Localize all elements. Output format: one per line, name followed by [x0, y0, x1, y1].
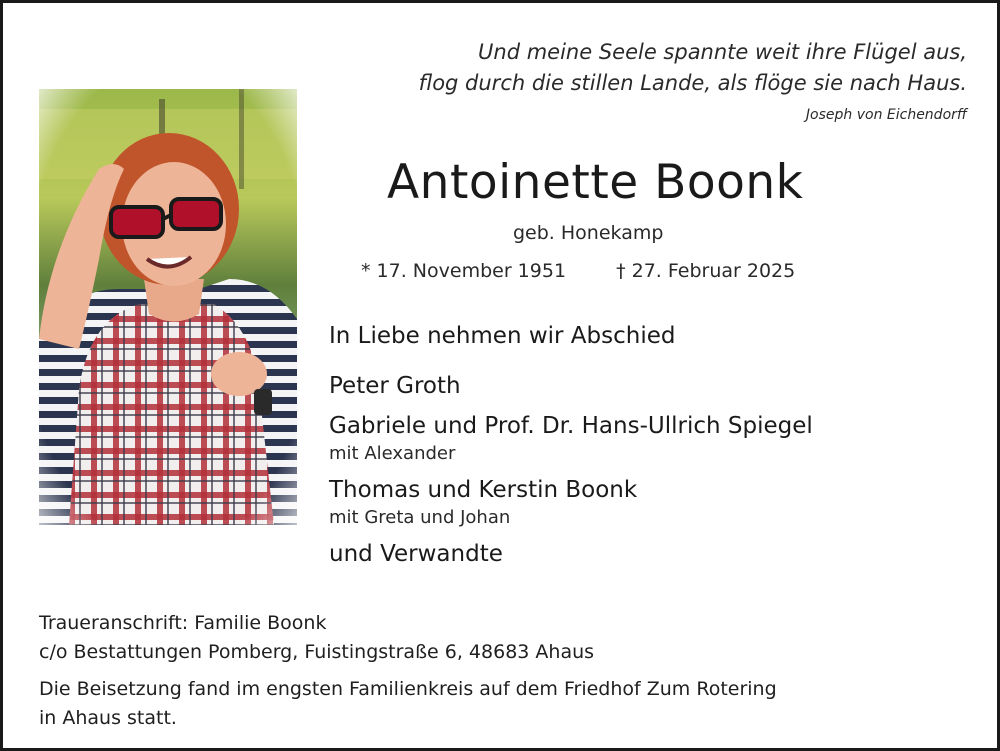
death-date: † 27. Februar 2025 [616, 260, 796, 282]
address-line-1: Traueranschrift: Familie Boonk [39, 612, 327, 634]
portrait-photo [39, 89, 297, 525]
mourning-address [39, 609, 594, 667]
burial-line-2: in Ahaus statt. [39, 707, 177, 729]
deceased-name: Antoinette Boonk [387, 155, 804, 210]
mourner-with: mit Alexander [329, 443, 456, 464]
birth-date: * 17. November 1951 [361, 260, 567, 282]
poem [419, 37, 967, 99]
mourner-name: Peter Groth [329, 373, 461, 399]
mourner-with: mit Greta und Johan [329, 507, 511, 528]
burial-line-1: Die Beisetzung fand im engsten Familienkreis auf dem Friedhof Zum Rotering [39, 678, 777, 700]
relatives-line: und Verwandte [329, 541, 503, 567]
life-dates [361, 260, 795, 282]
address-line-2: c/o Bestattungen Pomberg, Fuistingstraße 6, 48683 Ahaus [39, 641, 595, 663]
poem-line-2: flog durch die stillen Lande, als flöge sie nach Haus. [418, 71, 967, 95]
mourner-name: Gabriele und Prof. Dr. Hans-Ullrich Spiegel [329, 413, 813, 439]
poem-author: Joseph von Eichendorff [805, 107, 967, 123]
mourner-name: Thomas und Kerstin Boonk [329, 477, 638, 503]
mourners-list [329, 321, 813, 569]
burial-notice [39, 675, 939, 733]
farewell-intro: In Liebe nehmen wir Abschied [329, 323, 676, 349]
maiden-name: geb. Honekamp [513, 222, 664, 244]
poem-line-1: Und meine Seele spannte weit ihre Flügel aus, [478, 40, 967, 64]
